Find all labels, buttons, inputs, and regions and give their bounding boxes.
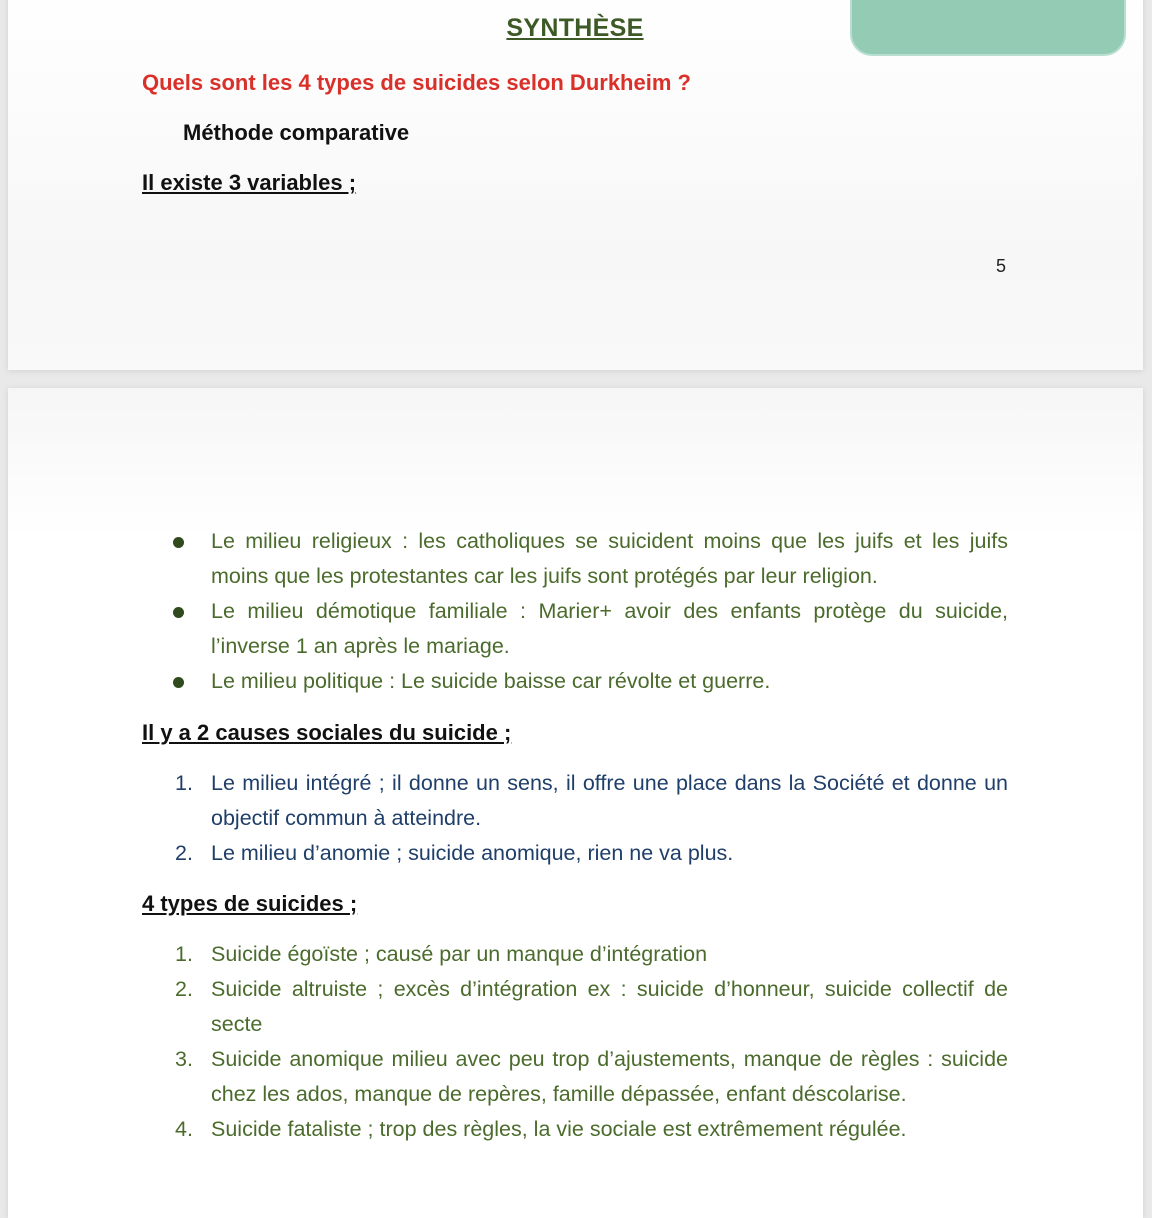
types-heading: 4 types de suicides ; [142,891,358,916]
variables-heading: Il existe 3 variables ; [142,170,357,195]
bullet-icon [173,537,184,548]
list-item [175,972,1008,1042]
list-item [211,594,1008,664]
list-number: 1. [175,942,193,966]
question-heading: Quels sont les 4 types de suicides selon Durkheim ? [142,70,691,95]
list-item [175,766,1008,836]
method-label: Méthode comparative [183,120,410,145]
list-item-text: Le milieu intégré ; il donne un sens, il offre une place dans la Société et donne un objectif commun à atteindre. [211,771,1008,830]
causes-heading: Il y a 2 causes sociales du suicide ; [142,720,512,745]
list-number: 3. [175,1047,193,1071]
list-item [175,836,1008,871]
list-item [211,524,1008,594]
list-item [175,1112,1008,1147]
list-item-text: Suicide altruiste ; excès d’intégration ex : suicide d’honneur, suicide collectif de secte [211,977,1008,1036]
list-item-text: Suicide fataliste ; trop des règles, la vie sociale est extrêmement régulée. [211,1117,907,1141]
bullet-icon [173,607,184,618]
list-item-text: Suicide égoïste ; causé par un manque d’intégration [211,942,708,966]
variables-list [211,524,1008,699]
list-item-text: Le milieu démotique familiale : Marier+ avoir des enfants protège du suicide, l’inverse 1 an après le mariage. [211,599,1008,658]
list-item [175,937,1008,972]
list-number: 1. [175,771,193,795]
bullet-icon [173,677,184,688]
list-number: 2. [175,841,193,865]
list-item-text: Le milieu d’anomie ; suicide anomique, rien ne va plus. [211,841,734,865]
list-item [175,1042,1008,1112]
list-item [211,664,1008,699]
list-item-text: Le milieu politique : Le suicide baisse car révolte et guerre. [211,669,771,693]
page-number: 5 [996,256,1007,276]
list-item-text: Le milieu religieux : les catholiques se suicident moins que les juifs et les juifs moins que les protestantes car les juifs sont protégés par leur religion. [211,529,1008,588]
list-number: 4. [175,1117,193,1141]
types-list [175,937,1008,1147]
list-item-text: Suicide anomique milieu avec peu trop d’ajustements, manque de règles : suicide chez les ados, manque de repères, famille dépassée, enfant déscolarise. [211,1047,1008,1106]
causes-list [175,766,1008,871]
page-title: SYNTHÈSE [506,14,644,42]
list-number: 2. [175,977,193,1001]
